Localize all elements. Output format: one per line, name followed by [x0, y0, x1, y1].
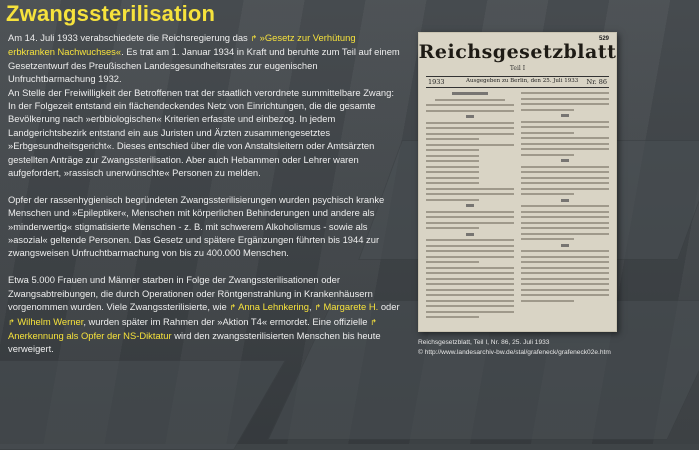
- issue-line: Ausgegeben zu Berlin, den 25. Juli 1933: [466, 78, 579, 84]
- issue-bar: [426, 76, 609, 88]
- reichsgesetzblatt-image[interactable]: [418, 32, 617, 332]
- newspaper-part: Teil I: [509, 65, 526, 72]
- newspaper-title: Reichsgesetzblatt: [418, 41, 617, 63]
- document-text-lines: [426, 92, 609, 324]
- caption-source: Reichsgesetzblatt, Teil I, Nr. 86, 25. Juli 1933: [418, 339, 550, 346]
- link-arrow-icon: ↱: [314, 303, 321, 313]
- issue-year: 1933: [428, 78, 445, 86]
- caption-url[interactable]: © http://www.landesarchiv-bw.de/stal/grafeneck/grafeneck02e.htm: [418, 349, 611, 356]
- issue-number: Nr. 86: [586, 78, 607, 86]
- law-link[interactable]: »Gesetz zur Verhütung erbkranken Nachwuchses«: [8, 32, 356, 58]
- page-number: 529: [598, 36, 609, 42]
- margarete-h-link[interactable]: Margarete H.: [323, 301, 379, 313]
- anna-lehnkering-link[interactable]: Anna Lehnkering: [238, 301, 309, 313]
- victim-recognition-link[interactable]: Anerkennung als Opfer der NS-Diktatur: [8, 329, 172, 341]
- wilhelm-werner-link[interactable]: Wilhelm Werner: [17, 315, 84, 327]
- link-arrow-icon: ↱: [8, 317, 15, 327]
- background-stone: [0, 360, 286, 450]
- page-title: Zwangssterilisation: [6, 1, 216, 26]
- paragraph-2: An Stelle der Freiwilligkeit der Betroffenen trat der staatlich verordnete summittelbare Zwang: In der Folgezeit entstand ein flächendeckendes Netz von Einrichtungen, die die gesamte Bevölkerung nach »erbbiologischen« Kriterien erfasste und einbezog. In jedem Landgerichtsbezirk entstand ein aus Juristen und Ärzten zusammengesetztes »Erbgesundheitsgericht«. Dieses entschied über die von Anstaltsleitern oder Amtsärzten gestellten Anträge zur Zwangssterilisation. Aber auch Hebammen oder Lehrer waren aufgefordert, »rassisch unerwünschte« Personen zu melden.: [8, 86, 394, 179]
- document-column-left: [426, 92, 514, 322]
- paragraph-3: Opfer der rassenhygienisch begründeten Zwangssterilisierungen wurden psychisch kranke Menschen und »Epileptiker«, Menschen mit körperlichen Behinderungen und andere als »minderwertig« stigmatisierte Menschen - z. B. mit schwerem Alkoholismus - sowie als »asozial« geltende Personen. Das Gesetz und spätere Ergänzungen führten bis 1944 zur zwangsweisen Unfruchtbarmachung von bis zu 400.000 Menschen.: [8, 193, 385, 259]
- link-arrow-icon: ↱: [250, 34, 258, 43]
- document-column-right: [521, 92, 609, 322]
- image-caption: [418, 338, 688, 358]
- article-text: [8, 31, 404, 369]
- paragraph-1: Am 14. Juli 1933 verabschiedete die Reichsregierung das ↱ »Gesetz zur Verhütung erbkranken Nachwuchses«. Es trat am 1. Januar 1934 in Kraft und beruhte zum Teil auf einem Gesetzentwurf des Preußischen Landesgesundheitsrates zur eugenischen Unfruchtbarmachung 1932.: [8, 32, 400, 85]
- link-arrow-icon: ↱: [370, 317, 377, 327]
- link-arrow-icon: ↱: [229, 303, 236, 313]
- paragraph-4: Etwa 5.000 Frauen und Männer starben in Folge der Zwangssterilisationen oder Zwangsabtreibungen, die durch Operationen oder Röntgenstrahlung in Krankenhäusern vorgenommen wurden. Viele Zwangssterilisierte, wie ↱ Anna Lehnkering, ↱ Margarete H. oder ↱ Wilhelm Werner, wurden später im Rahmen der »Aktion T4« ermordet. Eine offizielle ↱ Anerkennung als Opfer der NS-Diktatur wird den zwangssterilisierten Menschen bis heute verweigert.: [8, 274, 400, 355]
